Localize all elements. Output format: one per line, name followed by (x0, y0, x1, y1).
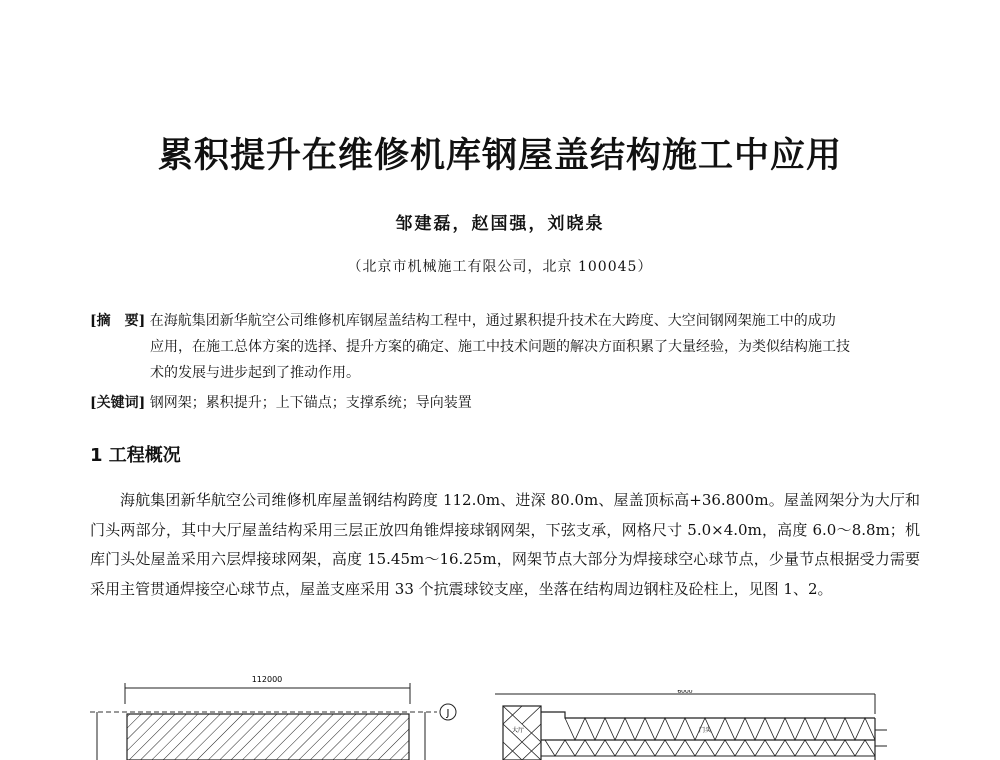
paper-authors: 邹建磊，赵国强，刘晓泉 (395, 214, 605, 234)
keywords-block (90, 392, 920, 414)
figure-2-top-label: 6000 (677, 690, 693, 695)
paper-affiliation: （北京市机械施工有限公司，北京 100045） (347, 259, 653, 275)
abstract-text-line-3: 术的发展与进步起到了推动作用。 (150, 365, 360, 381)
figure-2-middle-label: 门头 (698, 727, 712, 734)
section-1-paragraph: 海航集团新华航空公司维修机库屋盖钢结构跨度 112.0m、进深 80.0m、屋盖顶标高+36.800m。屋盖网架分为大厅和门头两部分，其中大厅屋盖结构采用三层正放四角锥焊接球钢网架，下弦支承，网格尺寸 5.0×4.0m，高度 6.0～8.8m；机库门头处屋盖采用六层焊接球网架，高度 15.45m～16.25m，网架节点大部分为焊接球空心球节点，少量节点根据受力需要采用主管贯通焊接空心球节点，屋盖支座采用 33 个抗震球铰支座，坐落在结构周边钢柱及砼柱上，见图 1、2。 (90, 491, 920, 598)
abstract-block (90, 308, 920, 386)
keywords-text: 钢网架；累积提升；上下锚点；支撑系统；导向装置 (149, 395, 472, 411)
abstract-label: [摘 要] (90, 313, 146, 329)
keywords-label: [关键词] (90, 395, 146, 411)
figure-1-axis-label: J (446, 708, 450, 719)
figure-1-dimension-label: 112000 (251, 675, 283, 684)
figure-1-plan-drawing (85, 668, 465, 760)
abstract-text-line-2: 应用，在施工总体方案的选择、提升方案的确定、施工中技术问题的解决方面积累了大量经验，为类似结构施工技 (150, 339, 850, 355)
abstract-first-line (90, 308, 920, 334)
figure-2-hall-truss (565, 718, 875, 740)
abstract-text-line-1: 在海航集团新华航空公司维修机库钢屋盖结构工程中，通过累积提升技术在大跨度、大空间钢网架施工中的成功 (149, 313, 836, 329)
section-1-heading: 1 工程概况 (90, 445, 181, 466)
paper-title: 累积提升在维修机库钢屋盖结构施工中应用 (157, 136, 842, 176)
figure-2-elevation-drawing (475, 690, 915, 760)
figure-1-roof-area (127, 714, 409, 760)
figure-2-left-label: 大厅 (512, 727, 525, 734)
